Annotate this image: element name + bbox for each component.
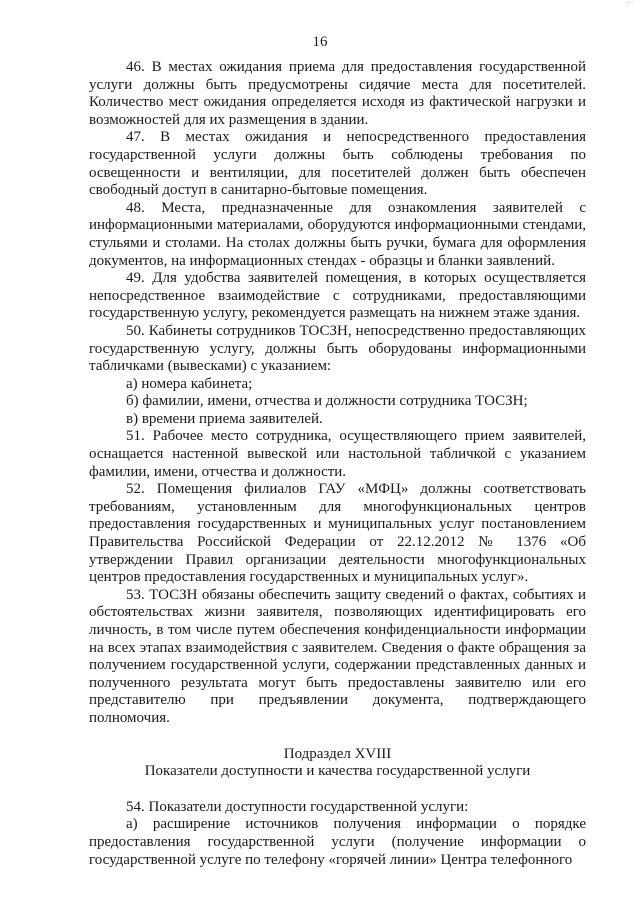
list-item-c: в) времени приема заявителей. <box>126 410 323 427</box>
paragraph-54: 54. Показатели доступности государственной услуги: <box>126 798 469 815</box>
paragraph-48: 48. Места, предназначенные для ознакомления заявителей с информационными материалами, оборудуются информационными стендами, стульями и столами. На столах должны быть ручки, бумага для оформления документов, на информационных стендах - образцы и бланки заявлений. <box>89 199 586 269</box>
scan-corner-mark: ''' <box>626 0 634 10</box>
paragraph-49: 49. Для удобства заявителей помещения, в которых осуществляется непосредственное взаимодействие с сотрудниками, предоставляющими государственную услугу, рекомендуется размещать на нижнем этаже здания. <box>89 270 586 322</box>
paragraph-54-a: а) расширение источников получения информации о порядке предоставления государственной услуги (получение информации о государственной услуге по телефону «горячей линии» Центра телефонного <box>89 816 586 868</box>
document-body <box>89 59 586 869</box>
page-number: 16 <box>312 34 328 50</box>
paragraph-50: 50. Кабинеты сотрудников ТОСЗН, непосредственно предоставляющих государственную услугу, должны быть оборудованы информационными табличками (вывесками) с указанием: <box>89 322 586 375</box>
subsection-title: Показатели доступности и качества государственной услуги <box>144 763 531 780</box>
section-spacer <box>89 728 586 746</box>
paragraph-47: 47. В местах ожидания и непосредственного предоставления государственной услуги должны быть соблюдены требования по освещенности и вентиляции, для посетителей должен быть обеспечен свободный доступ в санитарно-бытовые помещения. <box>89 129 586 199</box>
paragraph-53: 53. ТОСЗН обязаны обеспечить защиту сведений о фактах, событиях и обстоятельствах жизни заявителя, позволяющих идентифицировать его личность, в том числе путем обеспечения конфиденциальности информации на всех этапах взаимодействия с заявителем. Сведения о факте обращения за получением государственной услуги, содержании представленных данных и полученного результата могут быть предоставлены заявителю или его представителю при предъявлении документа, подтверждающего полномочия. <box>89 586 586 726</box>
list-item-b: б) фамилии, имени, отчества и должности сотрудника ТОСЗН; <box>126 393 528 410</box>
subsection-label: Подраздел XVIII <box>283 745 392 762</box>
list-item-a: а) номера кабинета; <box>126 375 253 392</box>
paragraph-46: 46. В местах ожидания приема для предоставления государственной услуги должны быть предусмотрены сидячие места для посетителей. Количество мест ожидания определяется исходя из фактической нагрузки и возможностей для их размещения в здании. <box>89 59 586 128</box>
paragraph-51: 51. Рабочее место сотрудника, осуществляющего прием заявителей, оснащается настенной вывеской или настольной табличкой с указанием фамилии, имени, отчества и должности. <box>89 428 586 480</box>
section-spacer-after <box>89 781 586 799</box>
paragraph-52: 52. Помещения филиалов ГАУ «МФЦ» должны соответствовать требованиям, установленным для многофункциональных центров предоставления государственных и муниципальных услуг постановлением Правительства Российской Федерации от 22.12.2012 № 1376 «Об утверждении Правил организации деятельности многофункциональных центров предоставления государственных и муниципальных услуг». <box>89 481 586 586</box>
